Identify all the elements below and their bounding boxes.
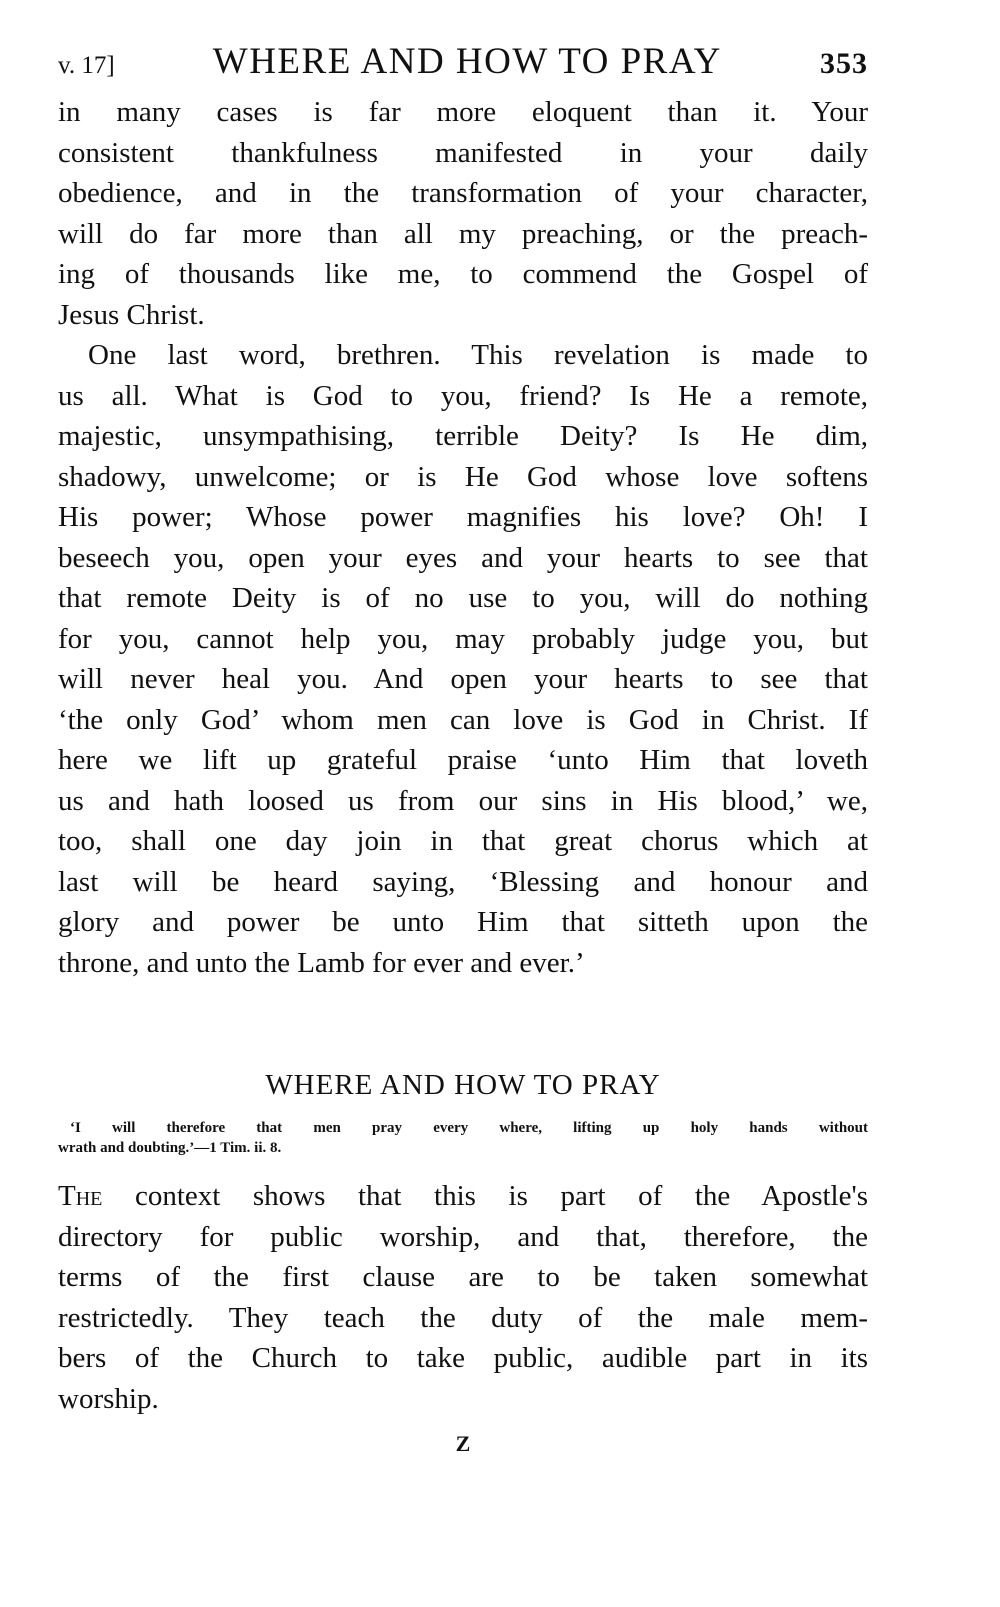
text-line: One last word, brethren. This revelation is made to xyxy=(88,339,868,371)
running-title: WHERE AND HOW TO PRAY xyxy=(212,41,722,82)
text-line: His power; Whose power magnifies his love? Oh! I xyxy=(58,501,868,533)
text-line: shadowy, unwelcome; or is He God whose love softens xyxy=(58,460,868,493)
opening-line-rest: context shows that this is part of the Apostle's xyxy=(102,1180,868,1212)
text-line: here we lift up grateful praise ‘unto Him that loveth xyxy=(58,744,868,776)
text-line: obedience, and in the transformation of your character, xyxy=(58,177,868,209)
opening-word: The xyxy=(58,1180,103,1212)
text-line: in many cases is far more eloquent than it. Your xyxy=(58,96,868,128)
text-line: us and hath loosed us from our sins in His blood,’ we, xyxy=(58,784,868,817)
text-line: beseech you, open your eyes and your hearts to see that xyxy=(58,541,868,574)
text-line: for you, cannot help you, may probably judge you, but xyxy=(58,622,868,655)
paragraph-opening xyxy=(58,1176,868,1419)
section-gap xyxy=(58,983,868,1069)
text-line: ‘the only God’ whom men can love is God in Christ. If xyxy=(58,703,868,736)
text-line: will never heal you. And open your hearts to see that xyxy=(58,663,868,695)
book-page xyxy=(58,40,868,1457)
running-head xyxy=(58,40,868,92)
text-line: worship. xyxy=(58,1382,159,1415)
text-line: ing of thousands like me, to commend the Gospel of xyxy=(58,258,868,290)
text-line: majestic, unsympathising, terrible Deity? Is He dim, xyxy=(58,420,868,452)
text-line: consistent thankfulness manifested in your daily xyxy=(58,136,868,169)
text-line: bers of the Church to take public, audible part in its xyxy=(58,1342,868,1374)
text-line: terms of the first clause are to be taken somewhat xyxy=(58,1261,868,1293)
text-line: directory for public worship, and that, therefore, the xyxy=(58,1220,868,1253)
text-line: Jesus Christ. xyxy=(58,298,205,331)
text-line: throne, and unto the Lamb for ever and ever.’ xyxy=(58,946,585,979)
text-line xyxy=(58,1176,868,1217)
paragraph-last-word xyxy=(58,335,868,983)
text-line: too, shall one day join in that great chorus which at xyxy=(58,825,868,857)
text-line: last will be heard saying, ‘Blessing and honour and xyxy=(58,865,868,898)
text-line: will do far more than all my preaching, or the preach- xyxy=(58,217,868,250)
verse-reference: v. 17] xyxy=(58,52,115,79)
signature-mark: Z xyxy=(455,1431,471,1456)
epigraph xyxy=(58,1118,868,1158)
epigraph-line: wrath and doubting.’—1 Tim. ii. 8. xyxy=(58,1140,282,1156)
page-number: 353 xyxy=(820,47,868,80)
text-line: us all. What is God to you, friend? Is He a remote, xyxy=(58,379,868,412)
text-line: glory and power be unto Him that sitteth upon the xyxy=(58,906,868,938)
text-line: that remote Deity is of no use to you, will do nothing xyxy=(58,582,868,614)
text-line: restrictedly. They teach the duty of the male mem- xyxy=(58,1301,868,1334)
paragraph-continued xyxy=(58,92,868,335)
section-title: WHERE AND HOW TO PRAY xyxy=(265,1069,661,1101)
epigraph-line: ‘I will therefore that men pray every where, lifting up holy hands without xyxy=(70,1120,868,1136)
